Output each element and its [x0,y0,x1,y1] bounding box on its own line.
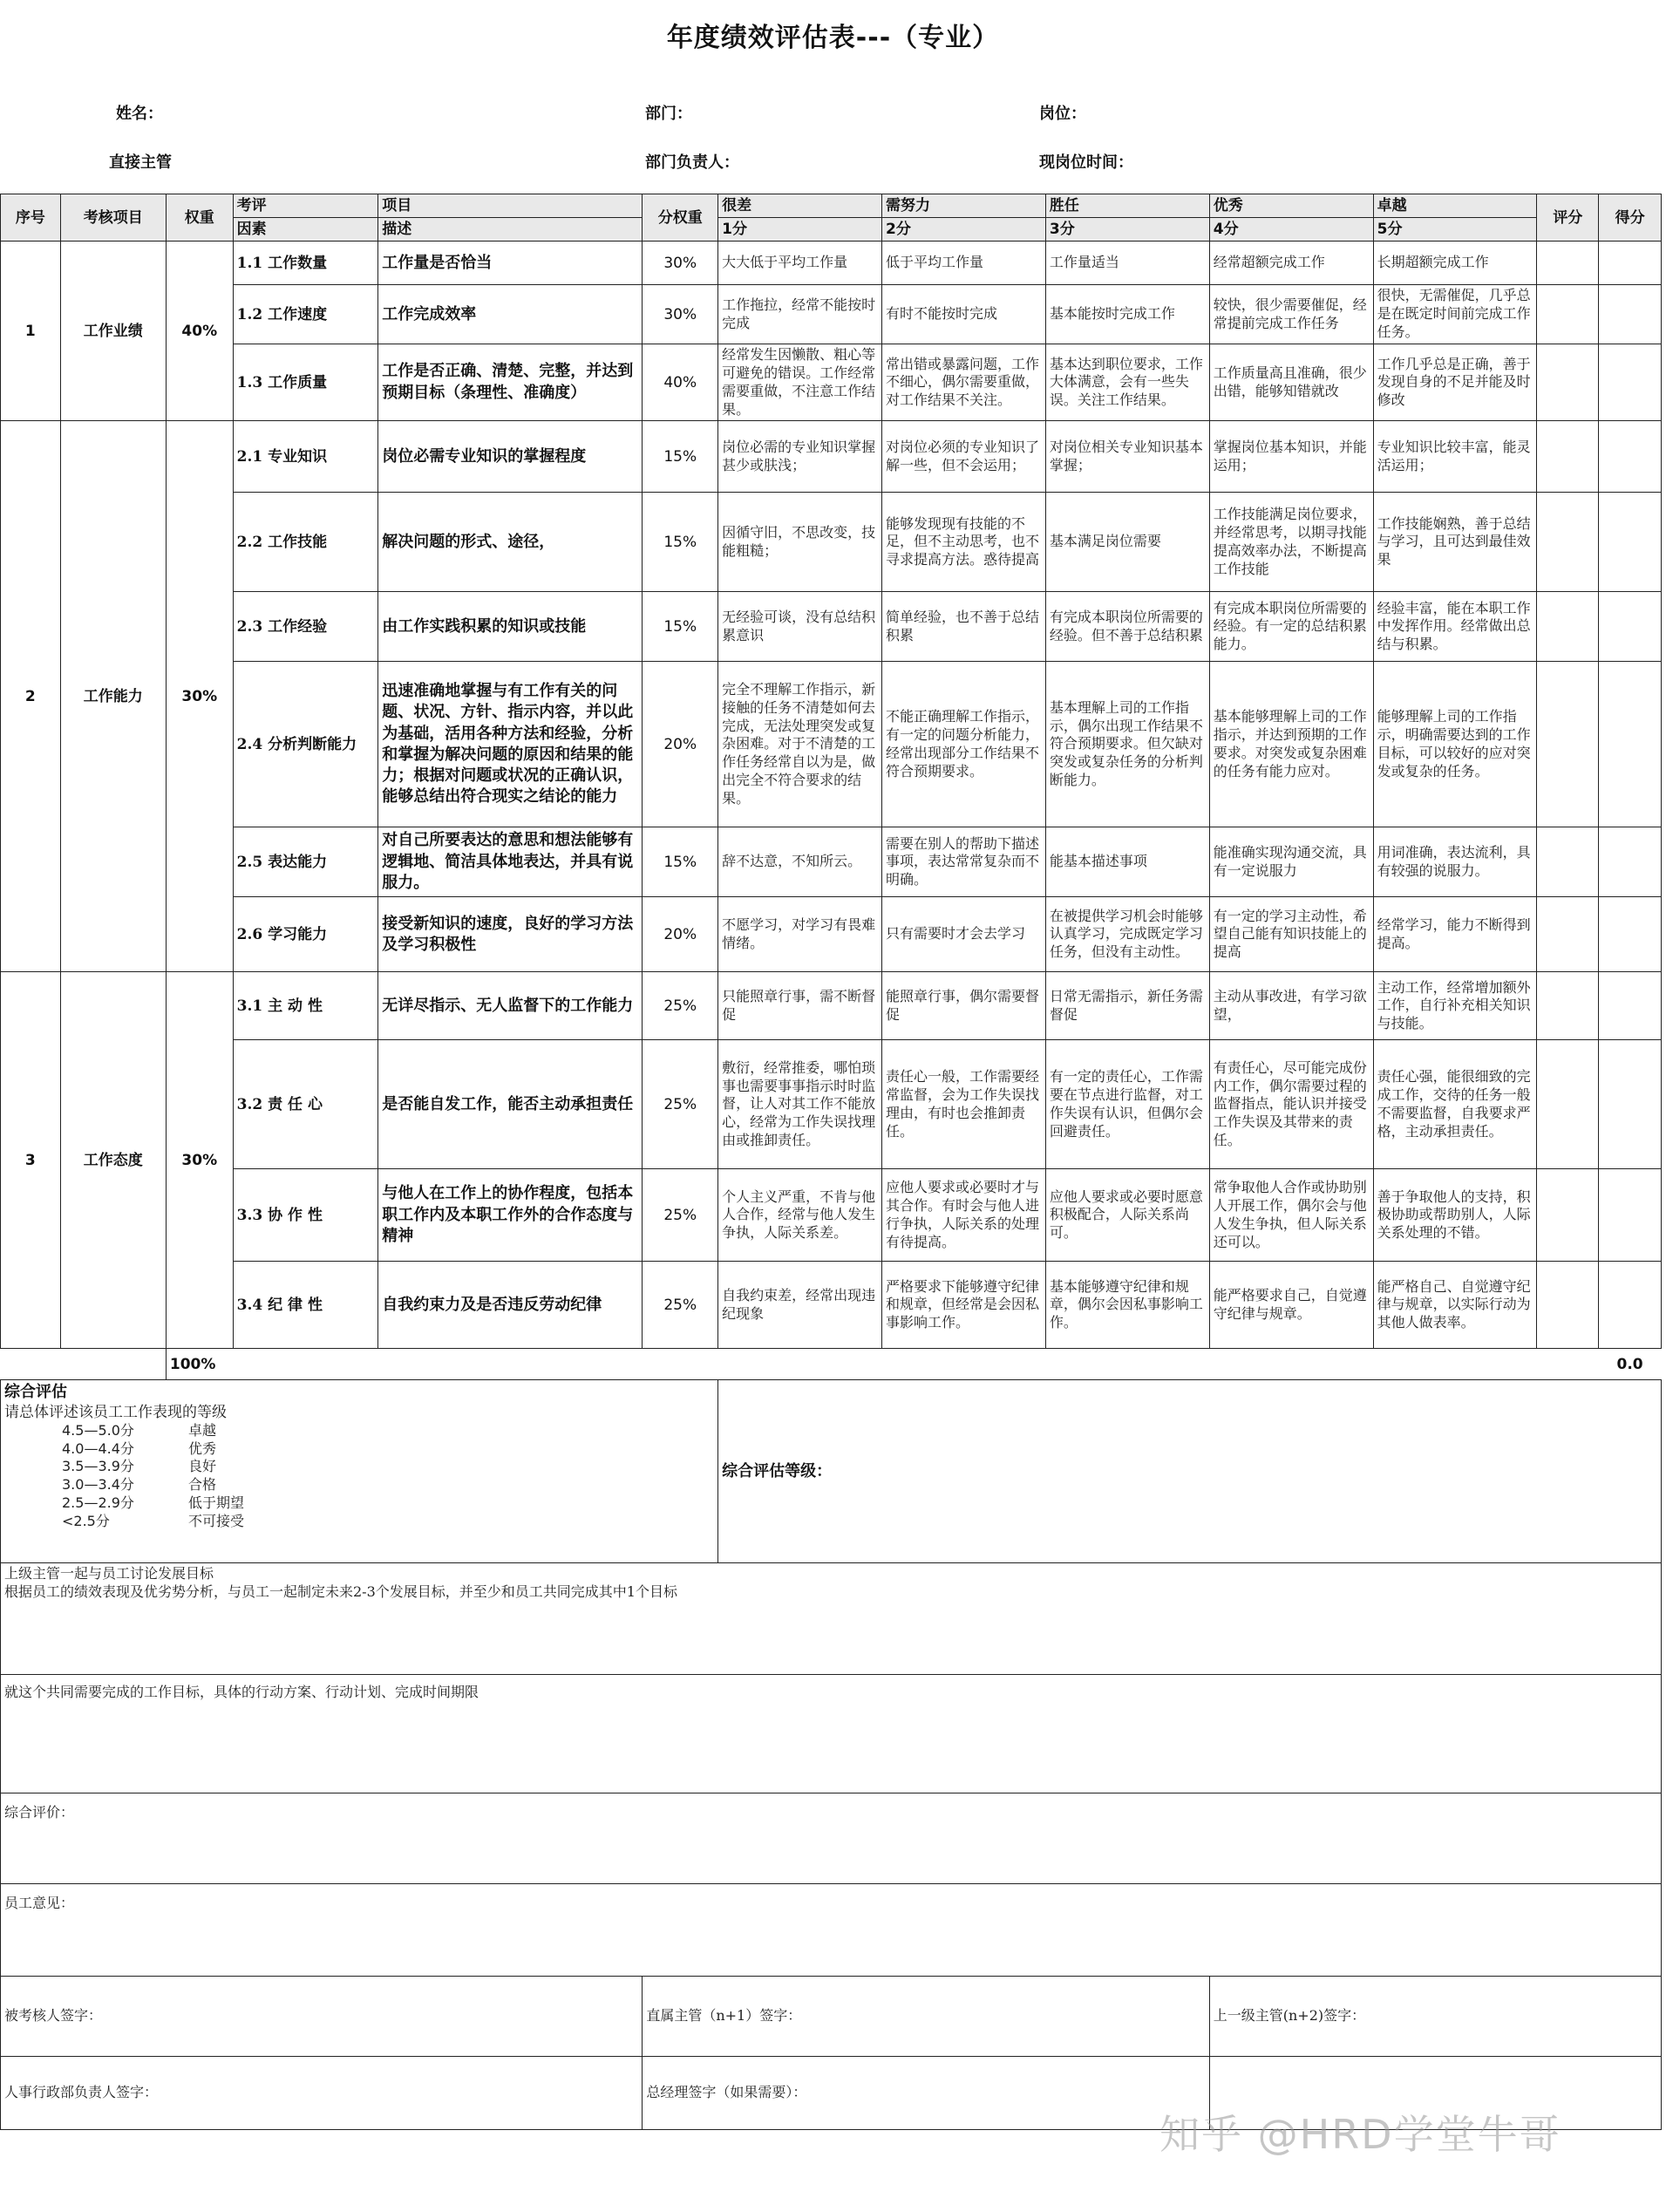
level-2-description: 简单经验，也不善于总结积累 [882,592,1046,662]
level-1-description: 敷衍，经常推委，哪怕琐事也需要事事指示时时监督，让人对其工作不能放心，经常为工作失误找理由或推卸责任。 [718,1040,882,1169]
plan-label: 就这个共同需要完成的工作目标，具体的行动方案、行动计划、完成时间期限 [4,1684,479,1701]
sub-weight: 15% [643,421,718,493]
gm-signature-cell[interactable] [643,2057,1209,2130]
level-2-description: 常出错或暴露问题，工作不细心，偶尔需要重做，对工作结果不关注。 [882,344,1046,421]
rating-cell[interactable] [1537,344,1599,421]
level-4-description: 有完成本职岗位所需要的经验。有一定的总结积累能力。 [1209,592,1373,662]
level-3-description: 日常无需指示，新任务需督促 [1045,972,1209,1040]
score-cell[interactable] [1599,662,1662,827]
sub-weight: 15% [643,592,718,662]
factor-description: 工作完成效率 [378,285,643,344]
summary-cell [1,1380,718,1563]
header-level-3-name: 胜任 [1045,194,1209,218]
header-level-5-name: 卓越 [1373,194,1537,218]
header-seq: 序号 [1,194,61,242]
factor-label: 3.2 责 任 心 [233,1040,378,1169]
grade-range: <2.5分 [62,1512,110,1529]
header-weight: 权重 [166,194,233,242]
assessee-signature-cell[interactable] [1,1977,643,2057]
factor-description: 工作量是否恰当 [378,242,643,285]
level-3-description: 应他人要求或必要时愿意积极配合，人际关系尚可。 [1045,1169,1209,1262]
header-yinsu: 因素 [233,218,378,242]
level-4-description: 工作质量高且准确，很少出错，能够知错就改 [1209,344,1373,421]
supervisor-label: 直接主管 [109,153,172,172]
header-miaoshu: 描述 [378,218,643,242]
level-2-description: 低于平均工作量 [882,242,1046,285]
header-score: 得分 [1599,194,1662,242]
criteria-row [1,285,1662,344]
level-5-description: 很快，无需催促，几乎总是在既定时间前完成工作任务。 [1373,285,1537,344]
sub-weight: 15% [643,827,718,897]
grade-scale-item [4,1458,714,1476]
factor-label: 2.6 学习能力 [233,897,378,972]
sub-weight: 40% [643,344,718,421]
header-sub-weight: 分权重 [643,194,718,242]
header-level-5-score: 5分 [1373,218,1537,242]
total-spacer-2 [233,1349,1599,1380]
group-name: 工作态度 [60,972,166,1349]
grade-label: 低于期望 [188,1494,245,1512]
summary-prompt: 请总体评述该员工工作表现的等级 [4,1403,227,1421]
level-3-description: 基本能按时完成工作 [1045,285,1209,344]
upper-manager-signature-label: 上一级主管(n+2)签字： [1213,2007,1366,2025]
level-5-description: 主动工作，经常增加额外工作，自行补充相关知识与技能。 [1373,972,1537,1040]
overall-comment-label: 综合评价： [4,1804,75,1821]
sub-weight: 25% [643,1169,718,1262]
factor-description: 解决问题的形式、途径， [378,493,643,592]
criteria-row [1,344,1662,421]
rating-cell[interactable] [1537,972,1599,1040]
grade-label: 良好 [188,1458,217,1475]
assessee-signature-label: 被考核人签字： [4,2007,103,2025]
grade-range: 4.0—4.4分 [62,1440,134,1457]
factor-label: 3.4 纪 律 性 [233,1262,378,1349]
criteria-row [1,1040,1662,1169]
criteria-row [1,662,1662,827]
score-cell[interactable] [1599,1040,1662,1169]
level-4-description: 较快，很少需要催促，经常提前完成工作任务 [1209,285,1373,344]
grade-label: 优秀 [188,1440,217,1457]
grade-scale-item [4,1494,714,1513]
level-4-description: 经常超额完成工作 [1209,242,1373,285]
header-level-1-name: 很差 [718,194,882,218]
level-5-description: 用词准确，表达流利，具有较强的说服力。 [1373,827,1537,897]
level-1-description: 个人主义严重，不肯与他人合作，经常与他人发生争执，人际关系差。 [718,1169,882,1262]
group-seq: 1 [1,242,61,421]
criteria-row [1,242,1662,285]
level-2-description: 严格要求下能够遵守纪律和规章，但经常是会因私事影响工作。 [882,1262,1046,1349]
factor-description: 工作是否正确、清楚、完整，并达到预期目标（条理性、准确度） [378,344,643,421]
criteria-row [1,827,1662,897]
factor-description: 岗位必需专业知识的掌握程度 [378,421,643,493]
score-cell[interactable] [1599,1262,1662,1349]
level-3-description: 能基本描述事项 [1045,827,1209,897]
level-2-description: 应他人要求或必要时才与其合作。有时会与他人进行争执，人际关系的处理有待提高。 [882,1169,1046,1262]
group-weight: 30% [166,972,233,1349]
department-label: 部门： [645,105,692,123]
level-1-description: 岗位必需的专业知识掌握甚少或肤浅； [718,421,882,493]
level-3-description: 基本能够遵守纪律和规章，偶尔会因私事影响工作。 [1045,1262,1209,1349]
level-4-description: 常争取他人合作或协助别人开展工作，偶尔会与他人发生争执，但人际关系还可以。 [1209,1169,1373,1262]
factor-description: 接受新知识的速度，良好的学习方法及学习积极性 [378,897,643,972]
score-cell[interactable] [1599,897,1662,972]
rating-cell[interactable] [1537,1040,1599,1169]
level-4-description: 能严格要求自己，自觉遵守纪律与规章。 [1209,1262,1373,1349]
summary-grade-cell [718,1380,1662,1563]
factor-label: 2.5 表达能力 [233,827,378,897]
level-1-description: 无经验可谈，没有总结积累意识 [718,592,882,662]
level-2-description: 需要在别人的帮助下描述事项，表达常常复杂而不明确。 [882,827,1046,897]
header-xiangmu: 项目 [378,194,643,218]
factor-description: 自我约束力及是否违反劳动纪律 [378,1262,643,1349]
level-3-description: 对岗位相关专业知识基本掌握； [1045,421,1209,493]
rating-cell[interactable] [1537,421,1599,493]
factor-label: 1.1 工作数量 [233,242,378,285]
grade-scale [4,1422,714,1531]
factor-label: 2.2 工作技能 [233,493,378,592]
score-cell[interactable] [1599,592,1662,662]
rating-cell[interactable] [1537,827,1599,897]
grade-label: 合格 [188,1476,217,1494]
factor-description: 无详尽指示、无人监督下的工作能力 [378,972,643,1040]
level-1-description: 不愿学习，对学习有畏难情绪。 [718,897,882,972]
department-head-label: 部门负责人： [645,153,739,172]
level-2-description: 能够发现现有技能的不足，但不主动思考，也不寻求提高方法。惑待提高 [882,493,1046,592]
level-1-description: 因循守旧，不思改变，技能粗糙； [718,493,882,592]
level-4-description: 有一定的学习主动性，希望自己能有知识技能上的提高 [1209,897,1373,972]
criteria-row [1,1262,1662,1349]
level-5-description: 专业知识比较丰富，能灵活运用； [1373,421,1537,493]
goals-title: 上级主管一起与员工讨论发展目标 [4,1565,214,1582]
criteria-row [1,1169,1662,1262]
score-cell[interactable] [1599,344,1662,421]
score-cell[interactable] [1599,421,1662,493]
position-time-label: 现岗位时间： [1039,153,1133,172]
level-1-description: 工作拖拉，经常不能按时完成 [718,285,882,344]
criteria-row [1,972,1662,1040]
hr-signature-cell[interactable] [1,2057,643,2130]
level-2-description: 不能正确理解工作指示，有一定的问题分析能力，经常出现部分工作结果不符合预期要求。 [882,662,1046,827]
header-level-2-score: 2分 [882,218,1046,242]
header-level-4-name: 优秀 [1209,194,1373,218]
level-2-description: 责任心一般，工作需要经常监督，会为工作失误找理由，有时也会推卸责任。 [882,1040,1046,1169]
rating-cell[interactable] [1537,493,1599,592]
level-4-description: 能准确实现沟通交流，具有一定说服力 [1209,827,1373,897]
watermark: 知乎 @HRD学堂牛哥 [1159,2111,1561,2158]
level-3-description: 有完成本职岗位所需要的经验。但不善于总结积累 [1045,592,1209,662]
employee-opinion-label: 员工意见： [4,1895,75,1912]
grade-label: 不可接受 [188,1512,245,1529]
level-4-description: 掌握岗位基本知识，并能运用； [1209,421,1373,493]
level-4-description: 主动从事改进，有学习欲望， [1209,972,1373,1040]
level-4-description: 工作技能满足岗位要求，并经常思考，以期寻找能提高效率办法，不断提高工作技能 [1209,493,1373,592]
factor-description: 对自己所要表达的意思和想法能够有逻辑地、简洁具体地表达，并具有说服力。 [378,827,643,897]
upper-manager-signature-cell[interactable] [1209,1977,1661,2057]
group-name: 工作业绩 [60,242,166,421]
score-cell[interactable] [1599,972,1662,1040]
total-score: 0.0 [1616,1355,1643,1373]
level-5-description: 责任心强，能很细致的完成工作，交待的任务一般不需要监督，自我要求严格，主动承担责任。 [1373,1040,1537,1169]
grade-label: 卓越 [188,1421,217,1439]
level-5-description: 长期超额完成工作 [1373,242,1537,285]
employee-opinion-cell[interactable] [1,1884,1662,1977]
level-1-description: 经常发生因懒散、粗心等可避免的错误。工作经常需要重做，不注意工作结果。 [718,344,882,421]
score-cell[interactable] [1599,1169,1662,1262]
factor-label: 3.1 主 动 性 [233,972,378,1040]
criteria-row [1,493,1662,592]
level-1-description: 大大低于平均工作量 [718,242,882,285]
rating-cell[interactable] [1537,592,1599,662]
factor-description: 与他人在工作上的协作程度，包括本职工作内及本职工作外的合作态度与精神 [378,1169,643,1262]
factor-label: 2.4 分析判断能力 [233,662,378,827]
level-2-description: 只有需要时才会去学习 [882,897,1046,972]
factor-label: 1.2 工作速度 [233,285,378,344]
grade-scale-item [4,1476,714,1494]
level-1-description: 完全不理解工作指示，新接触的任务不清楚如何去完成，无法处理突发或复杂困难。对于不清楚的工作任务经常自以为是，做出完全不符合要求的结果。 [718,662,882,827]
header-item: 考核项目 [60,194,166,242]
level-3-description: 基本满足岗位需要 [1045,493,1209,592]
total-spacer [1,1349,167,1380]
criteria-row [1,897,1662,972]
grade-range: 3.0—3.4分 [62,1476,134,1494]
sub-weight: 25% [643,972,718,1040]
level-5-description: 经常学习，能力不断得到提高。 [1373,897,1537,972]
level-5-description: 能够理解上司的工作指示，明确需要达到的工作目标，可以较好的应对突发或复杂的任务。 [1373,662,1537,827]
evaluation-table [0,194,1662,2130]
sub-weight: 25% [643,1040,718,1169]
score-cell[interactable] [1599,493,1662,592]
factor-description: 是否能自发工作，能否主动承担责任 [378,1040,643,1169]
name-label: 姓名： [116,105,163,123]
direct-manager-signature-cell[interactable] [643,1977,1209,2057]
group-weight: 30% [166,421,233,972]
level-5-description: 经验丰富，能在本职工作中发挥作用。经常做出总结与积累。 [1373,592,1537,662]
sub-weight: 30% [643,285,718,344]
position-label: 岗位： [1039,105,1086,123]
grade-range: 3.5—3.9分 [62,1458,134,1475]
sub-weight: 20% [643,897,718,972]
sub-weight: 25% [643,1262,718,1349]
hr-signature-label: 人事行政部负责人签字： [4,2084,159,2101]
factor-label: 2.3 工作经验 [233,592,378,662]
level-1-description: 辞不达意，不知所云。 [718,827,882,897]
total-weight: 100% [169,1355,216,1373]
level-3-description: 在被提供学习机会时能够认真学习，完成既定学习任务，但没有主动性。 [1045,897,1209,972]
level-2-description: 能照章行事，偶尔需要督促 [882,972,1046,1040]
criteria-row [1,421,1662,493]
score-cell[interactable] [1599,827,1662,897]
factor-label: 3.3 协 作 性 [233,1169,378,1262]
level-3-description: 工作量适当 [1045,242,1209,285]
level-3-description: 有一定的责任心，工作需要在节点进行监督，对工作失误有认识，但偶尔会回避责任。 [1045,1040,1209,1169]
level-4-description: 有责任心，尽可能完成份内工作，偶尔需要过程的监督指点，能认识并接受工作失误及其带来的责任。 [1209,1040,1373,1169]
header-rating: 评分 [1537,194,1599,242]
rating-cell[interactable] [1537,285,1599,344]
level-5-description: 工作几乎总是正确，善于发现自身的不足并能及时修改 [1373,344,1537,421]
sub-weight: 30% [643,242,718,285]
level-2-description: 对岗位必须的专业知识了解一些，但不会运用； [882,421,1046,493]
overall-comment-cell[interactable] [1,1793,1662,1884]
factor-label: 2.1 专业知识 [233,421,378,493]
level-3-description: 基本达到职位要求，工作大体满意，会有一些失误。关注工作结果。 [1045,344,1209,421]
group-weight: 40% [166,242,233,421]
level-4-description: 基本能够理解上司的工作指示，并达到预期的工作要求。对突发或复杂困难的任务有能力应对。 [1209,662,1373,827]
plan-cell[interactable] [1,1675,1662,1793]
factor-label: 1.3 工作质量 [233,344,378,421]
group-name: 工作能力 [60,421,166,972]
sub-weight: 15% [643,493,718,592]
summary-title: 综合评估 [4,1383,67,1402]
grade-range: 2.5—2.9分 [62,1494,134,1512]
grade-scale-item [4,1513,714,1531]
level-3-description: 基本理解上司的工作指示，偶尔出现工作结果不符合预期要求。但欠缺对突发或复杂任务的分析判断能力。 [1045,662,1209,827]
score-cell[interactable] [1599,285,1662,344]
gm-signature-label: 总经理签字（如果需要）： [646,2084,807,2101]
rating-cell[interactable] [1537,1262,1599,1349]
direct-manager-signature-label: 直属主管（n+1）签字： [646,2007,802,2025]
goals-cell[interactable] [1,1563,1662,1675]
group-seq: 3 [1,972,61,1349]
header-level-1-score: 1分 [718,218,882,242]
header-level-4-score: 4分 [1209,218,1373,242]
rating-cell[interactable] [1537,1169,1599,1262]
page-title: 年度绩效评估表---（专业） [666,23,1000,53]
score-cell[interactable] [1599,242,1662,285]
header-level-2-name: 需努力 [882,194,1046,218]
grade-range: 4.5—5.0分 [62,1421,134,1439]
level-2-description: 有时不能按时完成 [882,285,1046,344]
header-kaoping: 考评 [233,194,378,218]
goals-body: 根据员工的绩效表现及优劣势分析，与员工一起制定未来2-3个发展目标，并至少和员工共同完成其中1个目标 [4,1583,677,1601]
level-5-description: 善于争取他人的支持，积极协助或帮助别人，人际关系处理的不错。 [1373,1169,1537,1262]
header-level-3-score: 3分 [1045,218,1209,242]
level-1-description: 只能照章行事，需不断督促 [718,972,882,1040]
rating-cell[interactable] [1537,662,1599,827]
factor-description: 迅速准确地掌握与有工作有关的问题、状况、方针、指示内容，并以此为基础，活用各种方法和经验，分析和掌握为解决问题的原因和结果的能力；根据对问题或状况的正确认识，能够总结出符合现实之结论的能力 [378,662,643,827]
criteria-row [1,592,1662,662]
sub-weight: 20% [643,662,718,827]
rating-cell[interactable] [1537,897,1599,972]
grade-scale-item [4,1440,714,1459]
grade-scale-item [4,1422,714,1440]
rating-cell[interactable] [1537,242,1599,285]
group-seq: 2 [1,421,61,972]
summary-grade-label: 综合评估等级： [722,1462,833,1481]
level-1-description: 自我约束差，经常出现违纪现象 [718,1262,882,1349]
level-5-description: 能严格自己、自觉遵守纪律与规章，以实际行动为其他人做表率。 [1373,1262,1537,1349]
factor-description: 由工作实践积累的知识或技能 [378,592,643,662]
level-5-description: 工作技能娴熟，善于总结与学习，且可达到最佳效果 [1373,493,1537,592]
